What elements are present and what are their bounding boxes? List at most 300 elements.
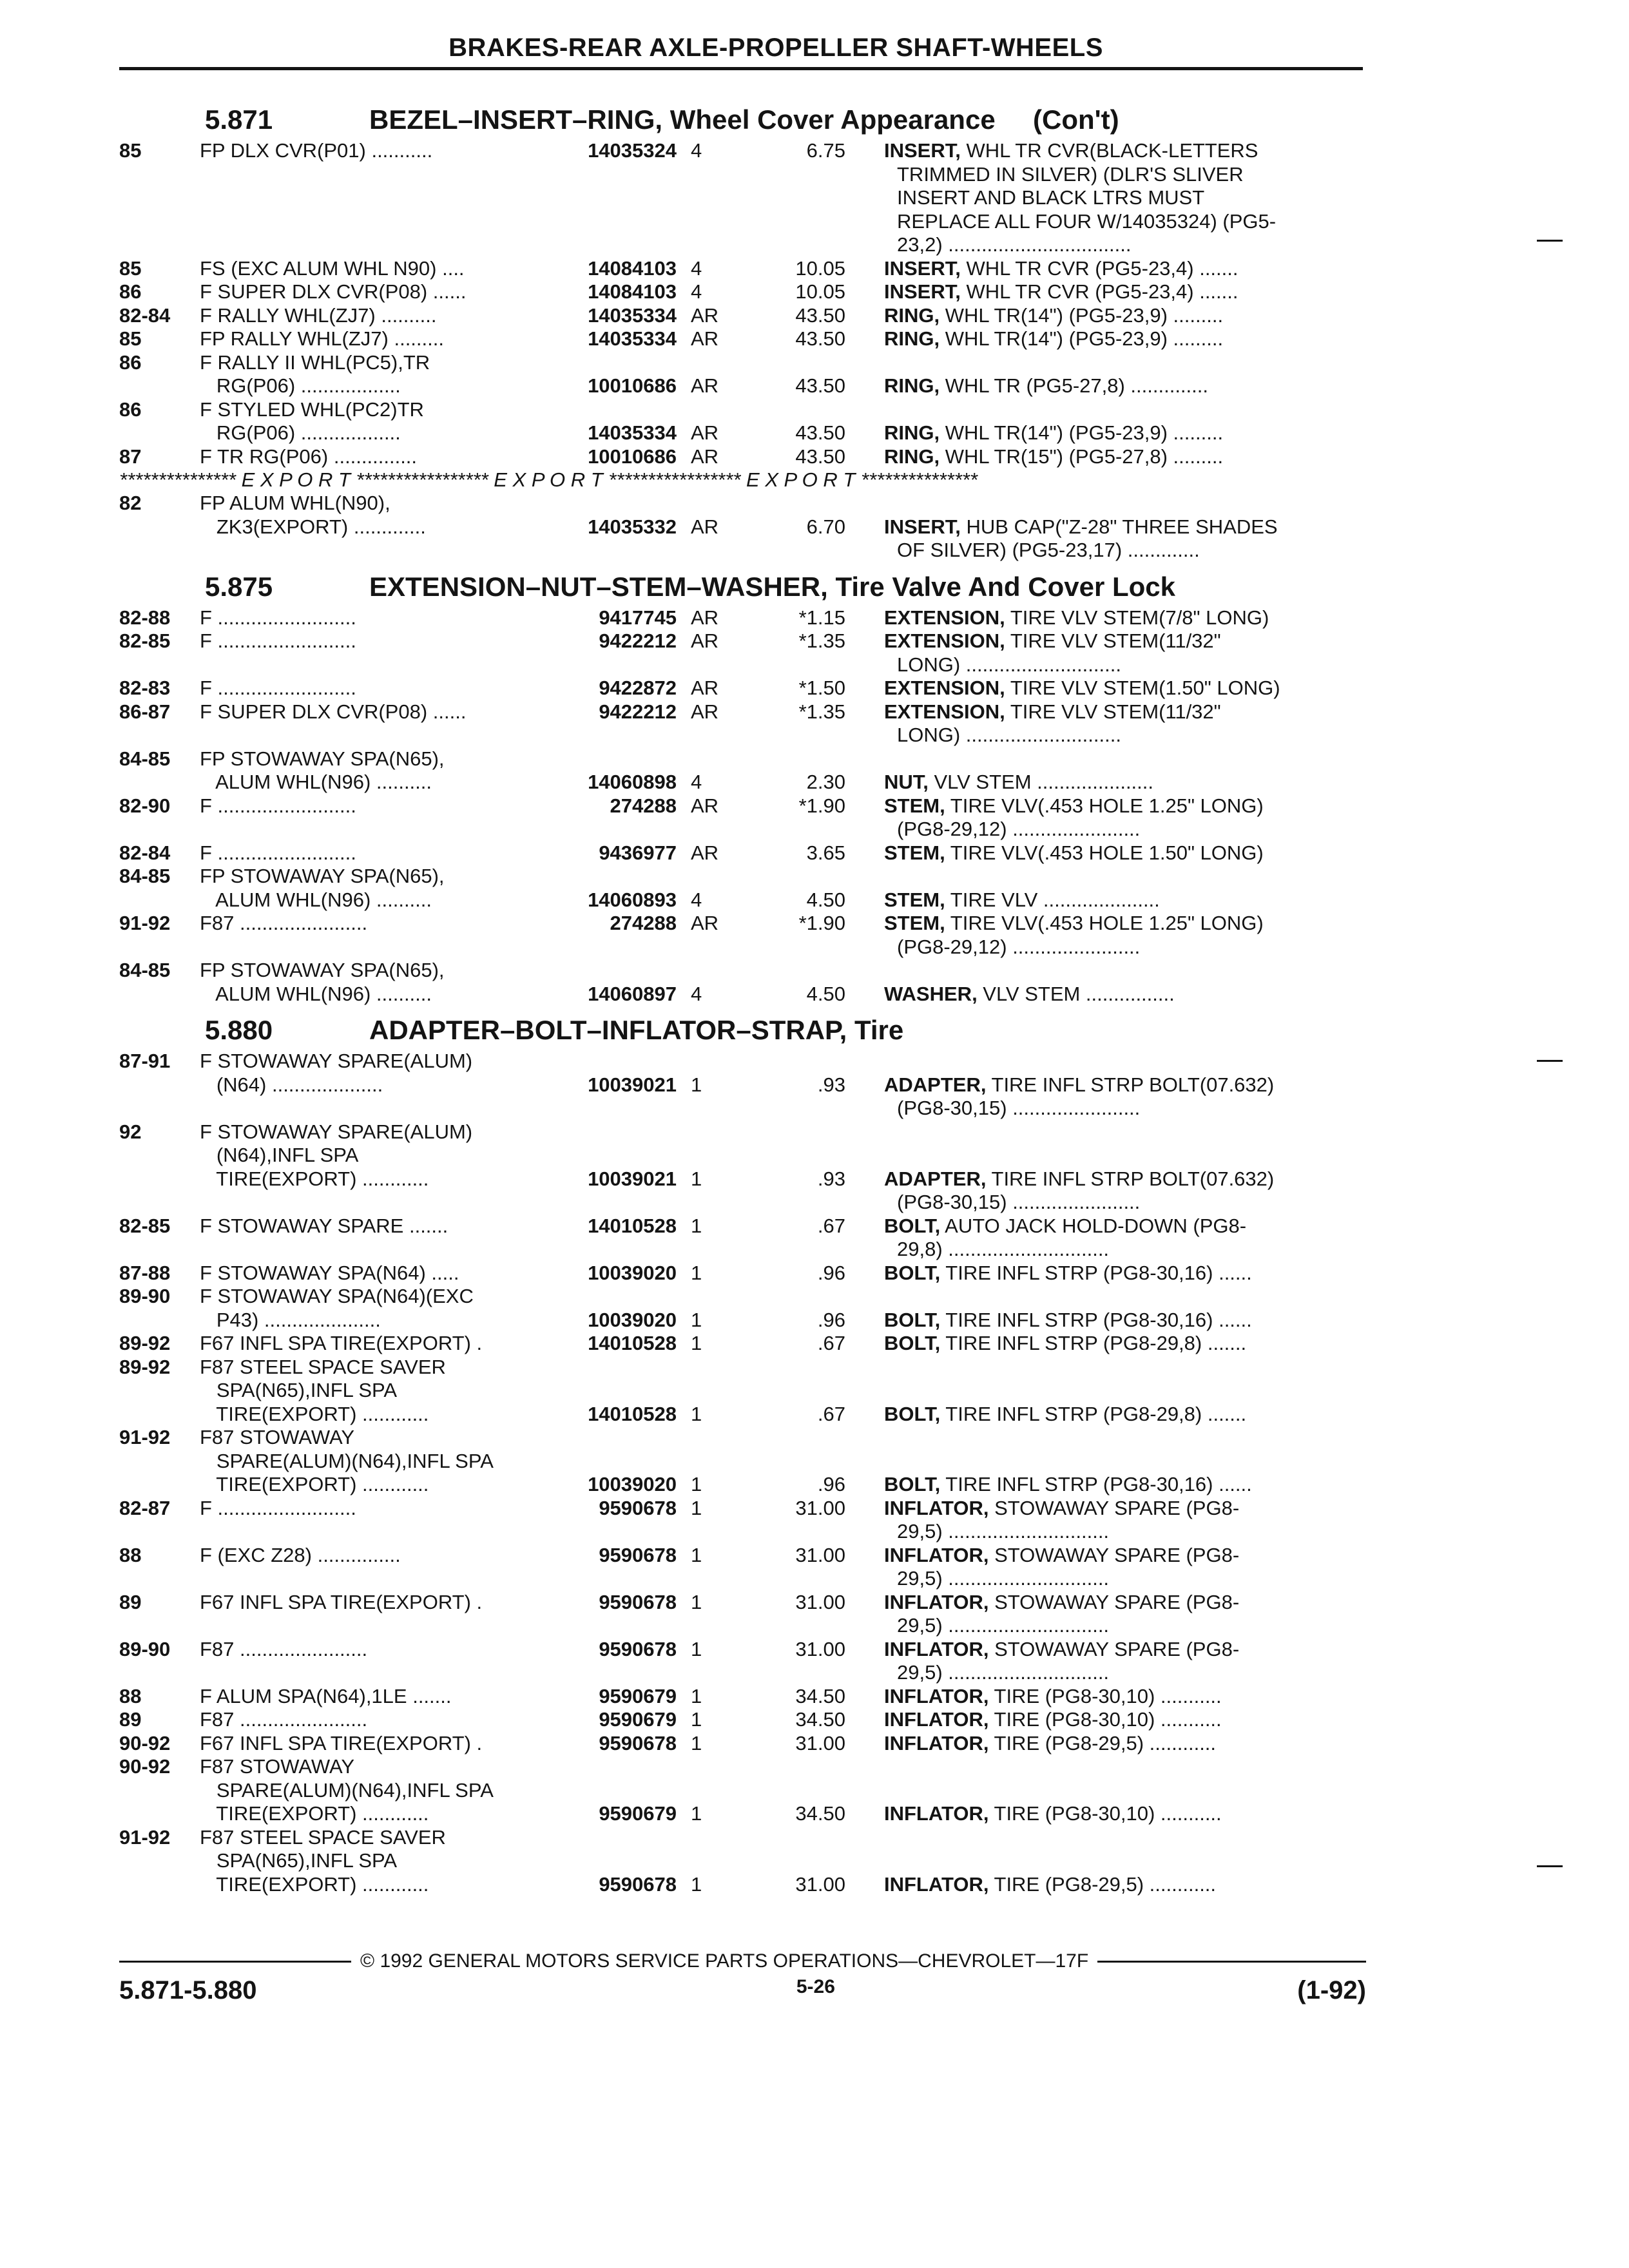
usage-description: FP STOWAWAY SPA(N65), [200, 959, 445, 981]
table-row [119, 1120, 1366, 1144]
quantity [677, 492, 749, 515]
part-number: 9422872 [599, 677, 677, 699]
part-name-keyword: BOLT, [884, 1473, 941, 1495]
quantity: 1 [691, 1473, 702, 1495]
export-divider: *************** E X P O R T ***************** E X P O R T ***************** E X P O R T *************** [119, 468, 978, 491]
part-name: EXTENSION, TIRE VLV STEM(1.50" LONG) [884, 677, 1280, 699]
table-row [119, 606, 1366, 630]
part-name-keyword: EXTENSION, [884, 606, 1005, 629]
price [749, 653, 884, 677]
table-row [119, 1685, 1366, 1709]
quantity: 1 [691, 1167, 702, 1190]
quantity: AR [691, 421, 719, 444]
part-number: 10039020 [588, 1473, 677, 1495]
part-name: REPLACE ALL FOUR W/14035324) (PG5- [897, 209, 1277, 233]
part-name-keyword: INFLATOR, [884, 1684, 989, 1707]
part-name: STEM, TIRE VLV(.453 HOLE 1.25" LONG) [884, 912, 1264, 934]
part-number: 9590678 [599, 1872, 677, 1896]
model-years: 85 [119, 139, 142, 162]
part-number: 14035334 [588, 303, 677, 327]
part-number [548, 653, 677, 677]
model-years: 85 [119, 327, 142, 350]
quantity [677, 1120, 749, 1144]
model-years [119, 771, 200, 794]
price: .96 [817, 1308, 845, 1331]
part-name: INFLATOR, STOWAWAY SPARE (PG8- [884, 1543, 1240, 1566]
table-row [119, 139, 1366, 163]
table-row [119, 700, 1366, 724]
table-row [119, 889, 1366, 912]
usage-description: F SUPER DLX CVR(P08) ...... [200, 280, 467, 303]
quantity [677, 1238, 749, 1262]
part-name: EXTENSION, TIRE VLV STEM(7/8" LONG) [884, 606, 1269, 629]
model-years [119, 818, 200, 841]
catalog-section [119, 1015, 1366, 1896]
table-row [119, 1520, 1366, 1544]
usage-description: FP STOWAWAY SPA(N65), [200, 865, 445, 887]
model-years [119, 936, 200, 959]
part-number: 10039020 [588, 1261, 677, 1284]
part-name-keyword: RING, [884, 445, 940, 468]
price [749, 1849, 884, 1873]
usage-description: FP STOWAWAY SPA(N65), [200, 747, 445, 770]
table-row [119, 629, 1366, 653]
usage-description: F SUPER DLX CVR(P08) ...... [200, 700, 467, 723]
price: 43.50 [795, 445, 845, 468]
part-number: 10010686 [588, 374, 677, 397]
model-years: 82-87 [119, 1496, 171, 1519]
table-row [119, 1591, 1366, 1615]
part-name [884, 747, 1366, 771]
part-name: BOLT, AUTO JACK HOLD-DOWN (PG8- [884, 1214, 1247, 1237]
price [749, 1144, 884, 1168]
part-number: 10039021 [588, 1073, 677, 1096]
model-years: 82-85 [119, 1214, 171, 1237]
quantity: 4 [691, 982, 702, 1005]
part-number [548, 163, 677, 187]
part-name: LONG) ............................ [897, 724, 1121, 746]
table-row [119, 1779, 1366, 1803]
usage-description: (N64) .................... [200, 1073, 383, 1096]
footer-copyright: © 1992 GENERAL MOTORS SERVICE PARTS OPERATIONS—CHEVROLET—17F [360, 1950, 1089, 1972]
quantity: AR [691, 515, 719, 538]
part-name-keyword: INFLATOR, [884, 1496, 989, 1519]
quantity: AR [691, 794, 719, 817]
part-name-keyword: BOLT, [884, 1214, 941, 1237]
usage-description: F TR RG(P06) ............... [200, 445, 418, 468]
part-number [548, 1826, 677, 1850]
usage-description: F ALUM SPA(N64),1LE ....... [200, 1684, 452, 1707]
model-years [119, 983, 200, 1006]
part-number [548, 1755, 677, 1779]
usage-description [200, 163, 548, 187]
quantity: 1 [691, 1872, 702, 1896]
table-row [119, 818, 1366, 841]
table-row [119, 1614, 1366, 1638]
part-name-keyword: RING, [884, 374, 940, 397]
quantity [677, 1050, 749, 1073]
quantity [677, 1849, 749, 1873]
model-years [119, 1403, 200, 1427]
model-years: 86 [119, 351, 142, 374]
model-years [119, 1097, 200, 1120]
price: 31.00 [795, 1731, 845, 1754]
model-years [119, 1849, 200, 1873]
part-number: 14035334 [588, 327, 677, 350]
quantity: 1 [691, 1590, 702, 1613]
usage-description: F67 INFL SPA TIRE(EXPORT) . [200, 1590, 483, 1613]
part-number [548, 959, 677, 983]
model-years [119, 210, 200, 234]
part-name: INSERT, HUB CAP("Z-28" THREE SHADES [884, 515, 1278, 538]
quantity [677, 1285, 749, 1309]
part-number: 9590678 [599, 1731, 677, 1754]
section-number: 5.871 [205, 104, 273, 135]
price [749, 186, 884, 210]
part-name: (PG8-30,15) ....................... [897, 1191, 1141, 1213]
quantity: 1 [691, 1543, 702, 1566]
table-row [119, 445, 1366, 469]
price [749, 1050, 884, 1073]
price: 34.50 [795, 1708, 845, 1731]
usage-description [200, 936, 548, 959]
table-row [119, 1097, 1366, 1120]
usage-description: F STOWAWAY SPARE(ALUM) [200, 1050, 473, 1072]
usage-description [200, 1191, 548, 1215]
part-name [884, 398, 1366, 422]
price [749, 163, 884, 187]
model-years: 89 [119, 1590, 142, 1613]
table-row [119, 1849, 1366, 1873]
part-number: 14060898 [588, 771, 677, 793]
part-name: INFLATOR, TIRE (PG8-29,5) ............ [884, 1731, 1217, 1754]
part-number [548, 1450, 677, 1474]
model-years: 85 [119, 256, 142, 280]
section-heading [119, 572, 1366, 602]
price: .67 [817, 1402, 845, 1425]
price: *1.90 [798, 794, 845, 817]
catalog-section [119, 572, 1366, 1006]
part-name [884, 351, 1366, 375]
footer-revision: (1-92) [1297, 1976, 1366, 2004]
part-name-keyword: STEM, [884, 841, 945, 864]
table-row [119, 1661, 1366, 1685]
usage-description: F87 STOWAWAY [200, 1755, 354, 1778]
table-row [119, 1403, 1366, 1427]
part-number: 274288 [610, 794, 677, 817]
table-row [119, 983, 1366, 1006]
usage-description [200, 1238, 548, 1262]
price [749, 1120, 884, 1144]
part-name: STEM, TIRE VLV(.453 HOLE 1.25" LONG) [884, 794, 1264, 817]
table-row [119, 1168, 1366, 1191]
section-title: ADAPTER–BOLT–INFLATOR–STRAP, Tire [369, 1015, 904, 1045]
part-number [548, 818, 677, 841]
usage-description: ZK3(EXPORT) ............. [200, 515, 426, 538]
quantity [677, 1826, 749, 1850]
part-name [884, 1120, 1366, 1144]
price [749, 210, 884, 234]
table-row [119, 653, 1366, 677]
price: 6.75 [806, 139, 845, 162]
quantity: AR [691, 677, 719, 699]
part-number: 9590679 [599, 1708, 677, 1731]
table-row [119, 912, 1366, 936]
usage-description: F (EXC Z28) ............... [200, 1543, 401, 1566]
model-years: 88 [119, 1684, 142, 1707]
part-name: (PG8-29,12) ....................... [897, 818, 1141, 840]
table-row [119, 1144, 1366, 1168]
price [749, 936, 884, 959]
usage-description: TIRE(EXPORT) ............ [200, 1872, 429, 1896]
table-row [119, 1426, 1366, 1450]
price: .96 [817, 1261, 845, 1284]
part-name: 23,2) ................................. [897, 233, 1132, 256]
quantity [677, 351, 749, 375]
usage-description: P43) ..................... [200, 1308, 381, 1331]
part-number: 10010686 [588, 445, 677, 468]
quantity: 4 [691, 139, 702, 162]
table-row [119, 398, 1366, 422]
quantity [677, 1614, 749, 1638]
part-name: 29,5) ............................. [897, 1567, 1110, 1590]
price [749, 1379, 884, 1403]
part-number: 9436977 [599, 841, 677, 864]
part-name-keyword: INSERT, [884, 515, 961, 538]
usage-description: SPARE(ALUM)(N64),INFL SPA [200, 1449, 494, 1472]
model-years: 82-84 [119, 303, 171, 327]
table-row [119, 1309, 1366, 1332]
part-name-keyword: INFLATOR, [884, 1637, 989, 1660]
price: 43.50 [795, 374, 845, 397]
price: *1.90 [798, 912, 845, 934]
part-name [884, 1379, 1366, 1403]
quantity [677, 186, 749, 210]
model-years [119, 163, 200, 187]
quantity [677, 1191, 749, 1215]
usage-description [200, 539, 548, 562]
table-row [119, 1262, 1366, 1285]
quantity: 1 [691, 1402, 702, 1425]
price [749, 1285, 884, 1309]
part-name: ADAPTER, TIRE INFL STRP BOLT(07.632) [884, 1073, 1275, 1096]
price [749, 1097, 884, 1120]
price [749, 1191, 884, 1215]
part-number [548, 1426, 677, 1450]
model-years: 82-83 [119, 677, 171, 699]
part-name: INSERT, WHL TR CVR (PG5-23,4) ....... [884, 256, 1239, 280]
model-years: 82-85 [119, 629, 171, 652]
price: 31.00 [795, 1872, 845, 1896]
usage-description: F ......................... [200, 677, 356, 699]
part-name-keyword: INFLATOR, [884, 1802, 989, 1825]
quantity [677, 398, 749, 422]
usage-description: TIRE(EXPORT) ............ [200, 1473, 429, 1495]
table-row [119, 1755, 1366, 1779]
table-row [119, 351, 1366, 375]
table-row [119, 1732, 1366, 1756]
quantity [677, 210, 749, 234]
model-years [119, 515, 200, 539]
quantity [677, 1779, 749, 1803]
model-years [119, 1873, 200, 1897]
part-name [884, 1144, 1366, 1168]
part-name [884, 865, 1366, 889]
page-header [0, 34, 1629, 62]
usage-description: SPA(N65),INFL SPA [200, 1849, 398, 1872]
usage-description [200, 233, 548, 257]
table-row [119, 1050, 1366, 1073]
usage-description [200, 1097, 548, 1120]
usage-description: F STOWAWAY SPARE(ALUM) [200, 1120, 473, 1143]
quantity: 1 [691, 1308, 702, 1331]
table-row [119, 515, 1366, 539]
quantity [677, 747, 749, 771]
footer-bottom [119, 1976, 1366, 2005]
model-years: 82-84 [119, 841, 171, 864]
part-name-keyword: BOLT, [884, 1261, 941, 1284]
part-name [884, 1755, 1366, 1779]
table-row [119, 794, 1366, 818]
part-number: 9422212 [599, 700, 677, 723]
part-name-keyword: STEM, [884, 888, 945, 911]
parts-catalog-content [119, 95, 1366, 1896]
model-years: 90-92 [119, 1755, 171, 1778]
table-row [119, 1567, 1366, 1591]
part-name [884, 1356, 1366, 1379]
price: 31.00 [795, 1590, 845, 1613]
part-name [884, 1450, 1366, 1474]
price: 10.05 [795, 256, 845, 280]
model-years [119, 1309, 200, 1332]
price [749, 1450, 884, 1474]
usage-description: F STYLED WHL(PC2)TR [200, 398, 424, 421]
part-number: 274288 [610, 912, 677, 934]
part-name-keyword: BOLT, [884, 1308, 941, 1331]
price [749, 1755, 884, 1779]
part-number: 14010528 [588, 1332, 677, 1354]
part-number [548, 1779, 677, 1803]
part-name: STEM, TIRE VLV ..................... [884, 888, 1160, 911]
table-row [119, 1873, 1366, 1897]
usage-description [200, 1614, 548, 1638]
price [749, 351, 884, 375]
table-row [119, 1285, 1366, 1309]
part-name: INSERT AND BLACK LTRS MUST [897, 186, 1205, 209]
model-years [119, 724, 200, 747]
model-years [119, 1661, 200, 1685]
quantity: AR [691, 374, 719, 397]
model-years: 89-90 [119, 1285, 171, 1307]
part-name: OF SILVER) (PG5-23,17) ............. [897, 539, 1200, 561]
table-row [119, 421, 1366, 445]
usage-description: F RALLY WHL(ZJ7) .......... [200, 303, 437, 327]
part-number: 9417745 [599, 606, 677, 629]
usage-description [200, 1661, 548, 1685]
model-years: 89-92 [119, 1355, 171, 1378]
quantity: 4 [691, 280, 702, 303]
quantity: 1 [691, 1637, 702, 1660]
part-number [548, 186, 677, 210]
table-row [119, 677, 1366, 700]
usage-description: F ......................... [200, 606, 356, 629]
quantity [677, 233, 749, 257]
usage-description: F67 INFL SPA TIRE(EXPORT) . [200, 1332, 483, 1354]
part-number: 14060897 [588, 982, 677, 1005]
price: *1.35 [798, 700, 845, 723]
table-row [119, 1191, 1366, 1215]
part-name: INFLATOR, TIRE (PG8-29,5) ............ [884, 1872, 1217, 1896]
part-name: EXTENSION, TIRE VLV STEM(11/32" [884, 700, 1221, 723]
price: 43.50 [795, 303, 845, 327]
quantity [677, 1356, 749, 1379]
usage-description [200, 818, 548, 841]
model-years: 91-92 [119, 1426, 171, 1448]
model-years [119, 233, 200, 257]
table-row [119, 724, 1366, 747]
usage-description: ALUM WHL(N96) .......... [200, 982, 432, 1005]
price: 3.65 [806, 841, 845, 864]
part-name [884, 492, 1366, 515]
price: 2.30 [806, 771, 845, 793]
usage-description: F87 STEEL SPACE SAVER [200, 1355, 446, 1378]
part-number [548, 351, 677, 375]
quantity: AR [691, 629, 719, 652]
price: *1.35 [798, 629, 845, 652]
price [749, 724, 884, 747]
price [749, 959, 884, 983]
quantity [677, 724, 749, 747]
quantity [677, 1755, 749, 1779]
part-name-keyword: INFLATOR, [884, 1590, 989, 1613]
model-years: 87-91 [119, 1050, 171, 1072]
part-number [548, 1144, 677, 1168]
part-name: BOLT, TIRE INFL STRP (PG8-30,16) ...... [884, 1473, 1252, 1495]
price [749, 492, 884, 515]
table-row [119, 1826, 1366, 1850]
price [749, 747, 884, 771]
usage-description [200, 1567, 548, 1591]
part-name-keyword: BOLT, [884, 1402, 941, 1425]
table-row [119, 186, 1366, 210]
part-name-keyword: RING, [884, 303, 940, 327]
usage-description: ALUM WHL(N96) .......... [200, 771, 432, 793]
page-title: BRAKES-REAR AXLE-PROPELLER SHAFT-WHEELS [448, 34, 1103, 62]
part-name-keyword: STEM, [884, 912, 945, 934]
part-name-keyword: INFLATOR, [884, 1872, 989, 1896]
quantity: AR [691, 606, 719, 629]
part-name: BOLT, TIRE INFL STRP (PG8-30,16) ...... [884, 1308, 1252, 1331]
table-row [119, 280, 1366, 304]
part-number: 10039020 [588, 1308, 677, 1331]
table-row [119, 1215, 1366, 1238]
usage-description: F67 INFL SPA TIRE(EXPORT) . [200, 1731, 483, 1754]
usage-description [200, 724, 548, 747]
usage-description: TIRE(EXPORT) ............ [200, 1802, 429, 1825]
usage-description: FP RALLY WHL(ZJ7) ......... [200, 327, 444, 350]
part-name: ADAPTER, TIRE INFL STRP BOLT(07.632) [884, 1167, 1275, 1190]
quantity [677, 959, 749, 983]
part-number [548, 1191, 677, 1215]
quantity: AR [691, 912, 719, 934]
table-row [119, 304, 1366, 328]
usage-description: SPA(N65),INFL SPA [200, 1379, 398, 1401]
price: .93 [817, 1073, 845, 1096]
part-name-keyword: RING, [884, 421, 940, 444]
model-years: 82-88 [119, 606, 171, 629]
model-years: 84-85 [119, 959, 171, 981]
quantity: 1 [691, 1708, 702, 1731]
